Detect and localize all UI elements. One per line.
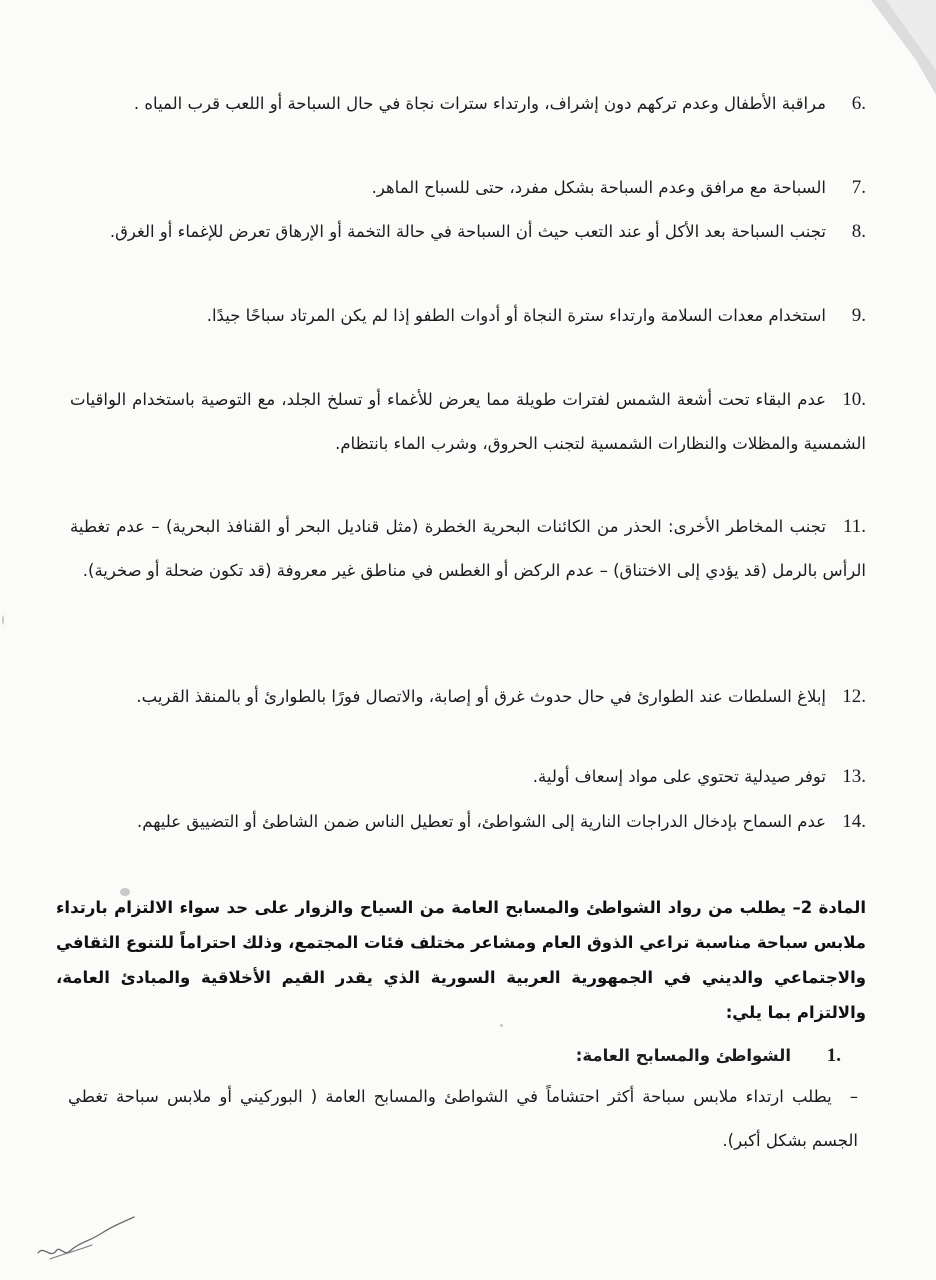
list-item-7 bbox=[70, 166, 866, 210]
item-text: تجنب المخاطر الأخرى: الحذر من الكائنات البحرية الخطرة (مثل قناديل البحر أو القنافذ البحرية) – عدم تغطية الرأس بالرمل (قد يؤدي إلى الاختناق) – عدم الركض أو الغطس في مناطق غير معروفة (قد تكون ضحلة أو صخرية). bbox=[70, 517, 866, 580]
item-number: 8. bbox=[851, 221, 866, 242]
item-number: 12. bbox=[842, 686, 866, 707]
item-text: إبلاغ السلطات عند الطوارئ في حال حدوث غرق أو إصابة، والاتصال فورًا بالطوارئ أو بالمنقذ القريب. bbox=[136, 687, 826, 706]
item-text: عدم البقاء تحت أشعة الشمس لفترات طويلة مما يعرض للأغماء أو تسلخ الجلد، مع التوصية باستخدام الواقيات الشمسية والمظلات والنظارات الشمسية لتجنب الحروق، وشرب الماء بانتظام. bbox=[70, 390, 866, 453]
item-text: مراقبة الأطفال وعدم تركهم دون إشراف، وارتداء سترات نجاة في حال السباحة أو اللعب قرب المياه . bbox=[133, 94, 826, 113]
list-item-6 bbox=[70, 82, 866, 126]
list-item-13 bbox=[70, 755, 866, 799]
article-2-paragraph: المادة 2– يطلب من رواد الشواطئ والمسابح العامة من السياح والزوار على حد سواء الالتزام بارتداء ملابس سباحة مناسبة تراعي الذوق العام ومشاعر مختلف فئات المجتمع، وذلك احتراماً للتنوع الثقافي والاجتماعي والديني في الجمهورية العربية السورية الذي يقدر القيم الأخلاقية والمبادئ العامة، والالتزام بما يلي: bbox=[56, 898, 866, 1022]
handwritten-signature bbox=[30, 1215, 140, 1275]
bullet-text: يطلب ارتداء ملابس سباحة أكثر احتشاماً في الشواطئ والمسابح العامة ( البوركيني أو ملابس سباحة تغطي الجسم بشكل أكبر). bbox=[68, 1087, 858, 1150]
list-item-8 bbox=[70, 210, 866, 254]
bullet-dash: – bbox=[849, 1087, 858, 1106]
item-number: 13. bbox=[842, 766, 866, 787]
item-number: 9. bbox=[851, 305, 866, 326]
scan-speck bbox=[2, 615, 4, 625]
item-text: السباحة مع مرافق وعدم السباحة بشكل مفرد، حتى للسباح الماهر. bbox=[371, 178, 826, 197]
list-item-14 bbox=[70, 800, 866, 844]
item-number: 6. bbox=[851, 93, 866, 114]
item-text: استخدام معدات السلامة وارتداء سترة النجاة أو أدوات الطفو إذا لم يكن المرتاد سباحًا جيدًا. bbox=[206, 306, 826, 325]
section-bullet bbox=[68, 1075, 858, 1163]
item-number: 14. bbox=[842, 811, 866, 832]
section-heading bbox=[141, 1036, 841, 1076]
list-item-12 bbox=[70, 675, 866, 719]
item-number: 10. bbox=[842, 389, 866, 410]
list-item-9 bbox=[70, 294, 866, 338]
list-item-11 bbox=[70, 505, 866, 593]
item-text: عدم السماح بإدخال الدراجات النارية إلى الشواطئ، أو تعطيل الناس ضمن الشاطئ أو التضييق عليهم. bbox=[136, 812, 826, 831]
item-text: توفر صيدلية تحتوي على مواد إسعاف أولية. bbox=[532, 767, 826, 786]
section-number: 1. bbox=[826, 1045, 841, 1066]
item-number: 11. bbox=[842, 516, 866, 537]
section-title: الشواطئ والمسابح العامة: bbox=[575, 1046, 791, 1065]
item-text: تجنب السباحة بعد الأكل أو عند التعب حيث أن السباحة في حالة التخمة أو الإرهاق تعرض للإغماء أو الغرق. bbox=[109, 222, 826, 241]
list-item-10 bbox=[70, 378, 866, 466]
item-number: 7. bbox=[851, 177, 866, 198]
